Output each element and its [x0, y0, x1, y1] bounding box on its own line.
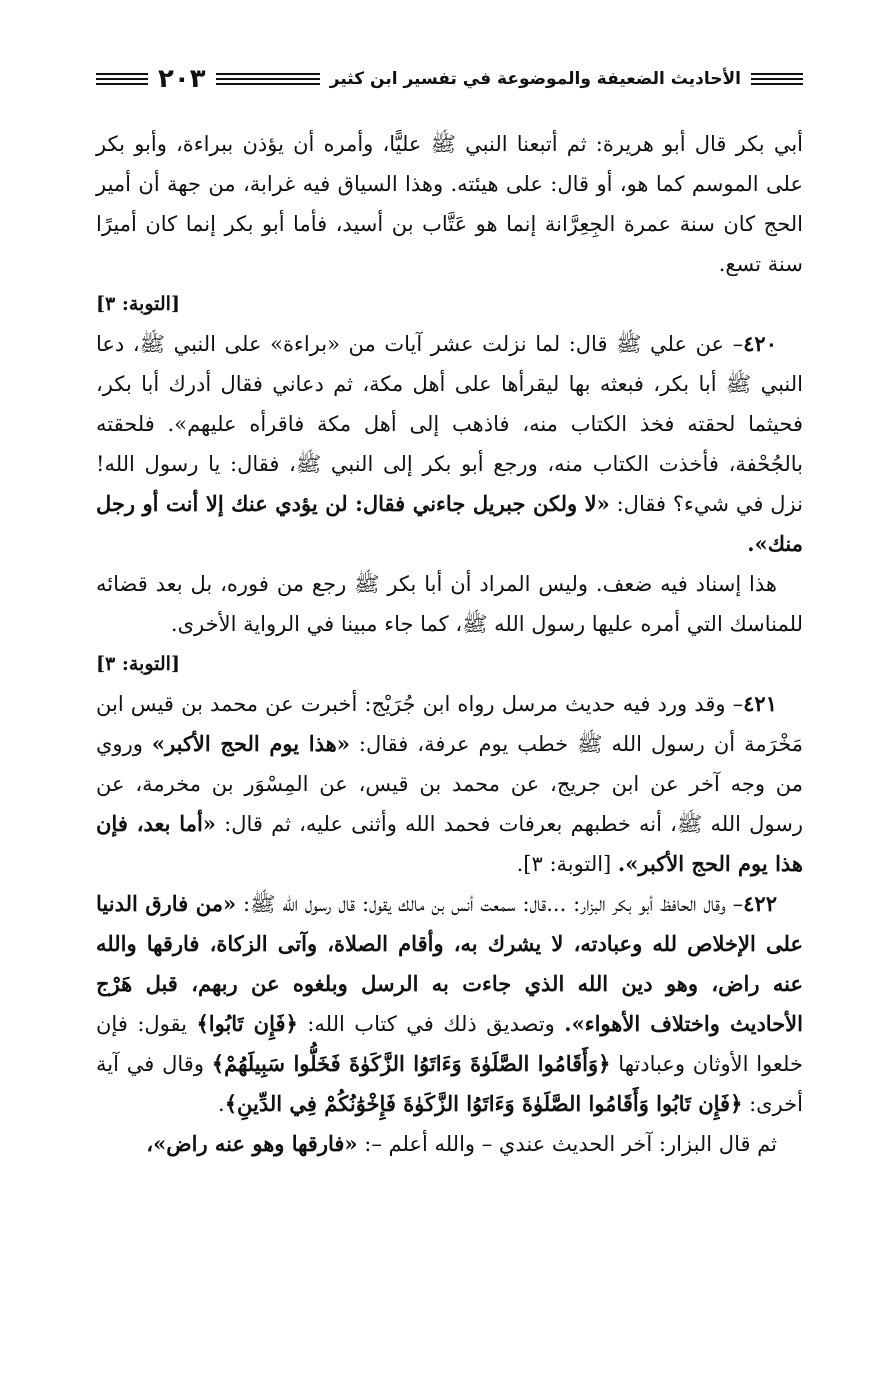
hadith-number: ٤٢١	[743, 691, 777, 716]
hadith-quote: «أما بعد، فإن هذا يوم الحج الأكبر».	[96, 811, 803, 876]
hadith-quote: «هذا يوم الحج الأكبر»	[151, 731, 350, 756]
hadith-422	[96, 884, 803, 1124]
hadith-420-comment: هذا إسناد فيه ضعف. وليس المراد أن أبا بكر ﷺ رجع من فوره، بل بعد قضائه للمناسك التي أمره عليها رسول الله ﷺ، كما جاء مبينا في الرواية الأخرى.	[96, 572, 803, 636]
verse-reference-inline: [التوبة: ٣].	[516, 852, 618, 876]
hadith-text: – عن علي ﷺ قال: لما نزلت عشر آيات من «براءة» على النبي ﷺ، دعا النبي ﷺ أبا بكر، فبعثه بها ليقرأها على أهل مكة، ثم دعاني فقال أدرك أبا بكر، فحيثما لحقته فخذ الكتاب منه، فاذهب إلى أهل مكة فاقرأه عليهم». فلحقته بالجُحْفة، فأخذت الكتاب منه، ورجع أبو بكر إلى النبي ﷺ، فقال: يا رسول الله! نزل في شيء؟ فقال:	[96, 332, 803, 516]
header-title: الأحاديث الضعيفة والموضوعة في تفسير ابن كثير	[329, 69, 741, 89]
verse-reference	[96, 284, 803, 324]
page-number: ٢٠٣	[158, 64, 206, 94]
running-header	[96, 62, 803, 96]
verse-reference	[96, 644, 803, 684]
header-rule-right	[751, 73, 803, 85]
hadith-text: وتصديق ذلك في كتاب الله:	[297, 1012, 565, 1036]
hadith-text: .	[218, 1092, 225, 1116]
closing-text: ثم قال البزار: آخر الحديث عندي – والله أعلم –:	[357, 1132, 777, 1156]
hadith-quote: «من فارق الدنيا على الإخلاص لله وعبادته، لا يشرك به، وأقام الصلاة، وآتى الزكاة، فارقها والله عنه راض، وهو دين الله الذي جاءت به الرسل وبلغوه عن ربهم، قبل هَرْج الأحاديث واختلاف الأهواء».	[96, 891, 803, 1036]
header-rule-left	[96, 73, 148, 85]
hadith-text: وقال في آية أخرى:	[96, 1052, 803, 1116]
quran-quote: ﴿فَإِن تَابُوا وَأَقَامُوا الصَّلَوٰةَ وَءَاتَوُا الزَّكَوٰةَ فَإِخْوَٰنُكُمْ فِي الدِّينِ﴾	[224, 1091, 743, 1116]
hadith-text: وروي من وجه آخر عن ابن جريج، عن محمد بن قيس، عن المِسْوَر بن مخرمة، عن رسول الله ﷺ، أنه خطبهم بعرفات فحمد الله وأثنى عليه، ثم قال:	[96, 732, 803, 836]
hadith-text: – وقال الحافظ أبو بكر البزار: ...قال: سمعت أنس بن مالك يقول: قال رسول الله ﷺ:	[236, 892, 744, 916]
hadith-text: يقول: فإن خلعوا الأوثان وعبادتها	[96, 1012, 803, 1076]
page-body	[96, 124, 803, 1164]
verse-reference-text: [التوبة: ٣]	[96, 293, 180, 315]
quran-quote: ﴿فَإِن تَابُوا﴾	[196, 1011, 298, 1036]
hadith-421	[96, 684, 803, 884]
hadith-number: ٤٢٢	[743, 891, 777, 916]
header-rule-middle	[216, 73, 320, 85]
closing-quote: «فارقها وهو عنه راض»،	[146, 1131, 358, 1156]
closing-paragraph	[96, 1124, 803, 1164]
paragraph-continuation: أبي بكر قال أبو هريرة: ثم أتبعنا النبي ﷺ عليًّا، وأمره أن يؤذن ببراءة، وأبو بكر على الموسم كما هو، أو قال: على هيئته. وهذا السياق فيه غرابة، من جهة أن أمير الحج كان سنة عمرة الجِعِرَّانة إنما هو عَتَّاب بن أسيد، فأما أبو بكر إنما كان أميرًا سنة تسع.	[96, 132, 803, 276]
hadith-quote: «لا ولكن جبريل جاءني فقال: لن يؤدي عنك إلا أنت أو رجل منك».	[96, 491, 803, 556]
verse-reference-text: [التوبة: ٣]	[96, 653, 180, 675]
hadith-number: ٤٢٠	[743, 331, 777, 356]
hadith-text: – وقد ورد فيه حديث مرسل رواه ابن جُرَيْج: أخبرت عن محمد بن قيس ابن مَخْرَمة أن رسول الله ﷺ خطب يوم عرفة، فقال:	[96, 692, 803, 756]
quran-quote: ﴿وَأَقَامُوا الصَّلَوٰةَ وَءَاتَوُا الزَّكَوٰةَ فَخَلُّوا سَبِيلَهُمْ﴾	[211, 1051, 611, 1076]
hadith-420	[96, 324, 803, 564]
